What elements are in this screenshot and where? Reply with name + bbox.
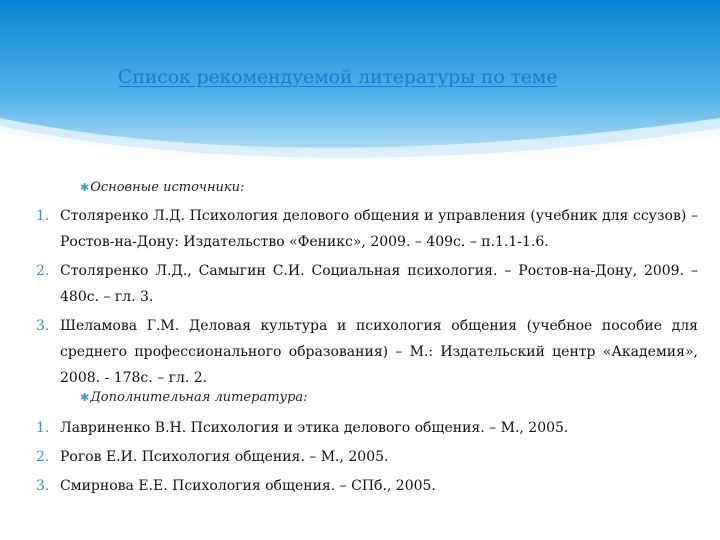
additional-literature-list <box>36 415 698 502</box>
star-bullet-icon: ✱ <box>80 391 90 404</box>
list-item-text: Шеламова Г.М. Деловая культура и психология общения (учебное пособие для среднего профессионального образования) – М.: Издательский центр «Академия», 2008. - 178с. – гл. 2. <box>60 318 698 386</box>
list-item-text: Рогов Е.И. Психология общения. – М., 2005. <box>60 449 389 465</box>
list-item <box>36 313 698 391</box>
list-item <box>36 415 698 441</box>
list-item-number: 3. <box>36 478 50 494</box>
page-title: Список рекомендуемой литературы по теме <box>118 66 558 88</box>
list-item-number: 2. <box>36 263 50 279</box>
additional-literature-heading-text: Дополнительная литература: <box>90 390 308 405</box>
main-sources-heading-text: Основные источники: <box>90 180 245 195</box>
main-sources-list <box>36 203 698 394</box>
list-item <box>36 444 698 470</box>
list-item-number: 1. <box>36 208 50 224</box>
list-item <box>36 473 698 499</box>
list-item-text: Смирнова Е.Е. Психология общения. – СПб., 2005. <box>60 478 436 494</box>
star-bullet-icon: ✱ <box>80 181 90 194</box>
list-item-text: Столяренко Л.Д. Психология делового общения и управления (учебник для ссузов) – Ростов-на-Дону: Издательство «Феникс», 2009. – 409с. – п.1.1-1.6. <box>60 208 698 250</box>
additional-literature-heading <box>80 390 308 405</box>
list-item-text: Лавриненко В.Н. Психология и этика делового общения. – М., 2005. <box>60 420 569 436</box>
list-item-text: Столяренко Л.Д., Самыгин С.И. Социальная психология. – Ростов-на-Дону, 2009. – 480с. – гл. 3. <box>60 263 698 305</box>
list-item <box>36 203 698 255</box>
list-item-number: 1. <box>36 420 50 436</box>
main-sources-heading <box>80 180 244 195</box>
list-item-number: 3. <box>36 318 50 334</box>
list-item <box>36 258 698 310</box>
list-item-number: 2. <box>36 449 50 465</box>
